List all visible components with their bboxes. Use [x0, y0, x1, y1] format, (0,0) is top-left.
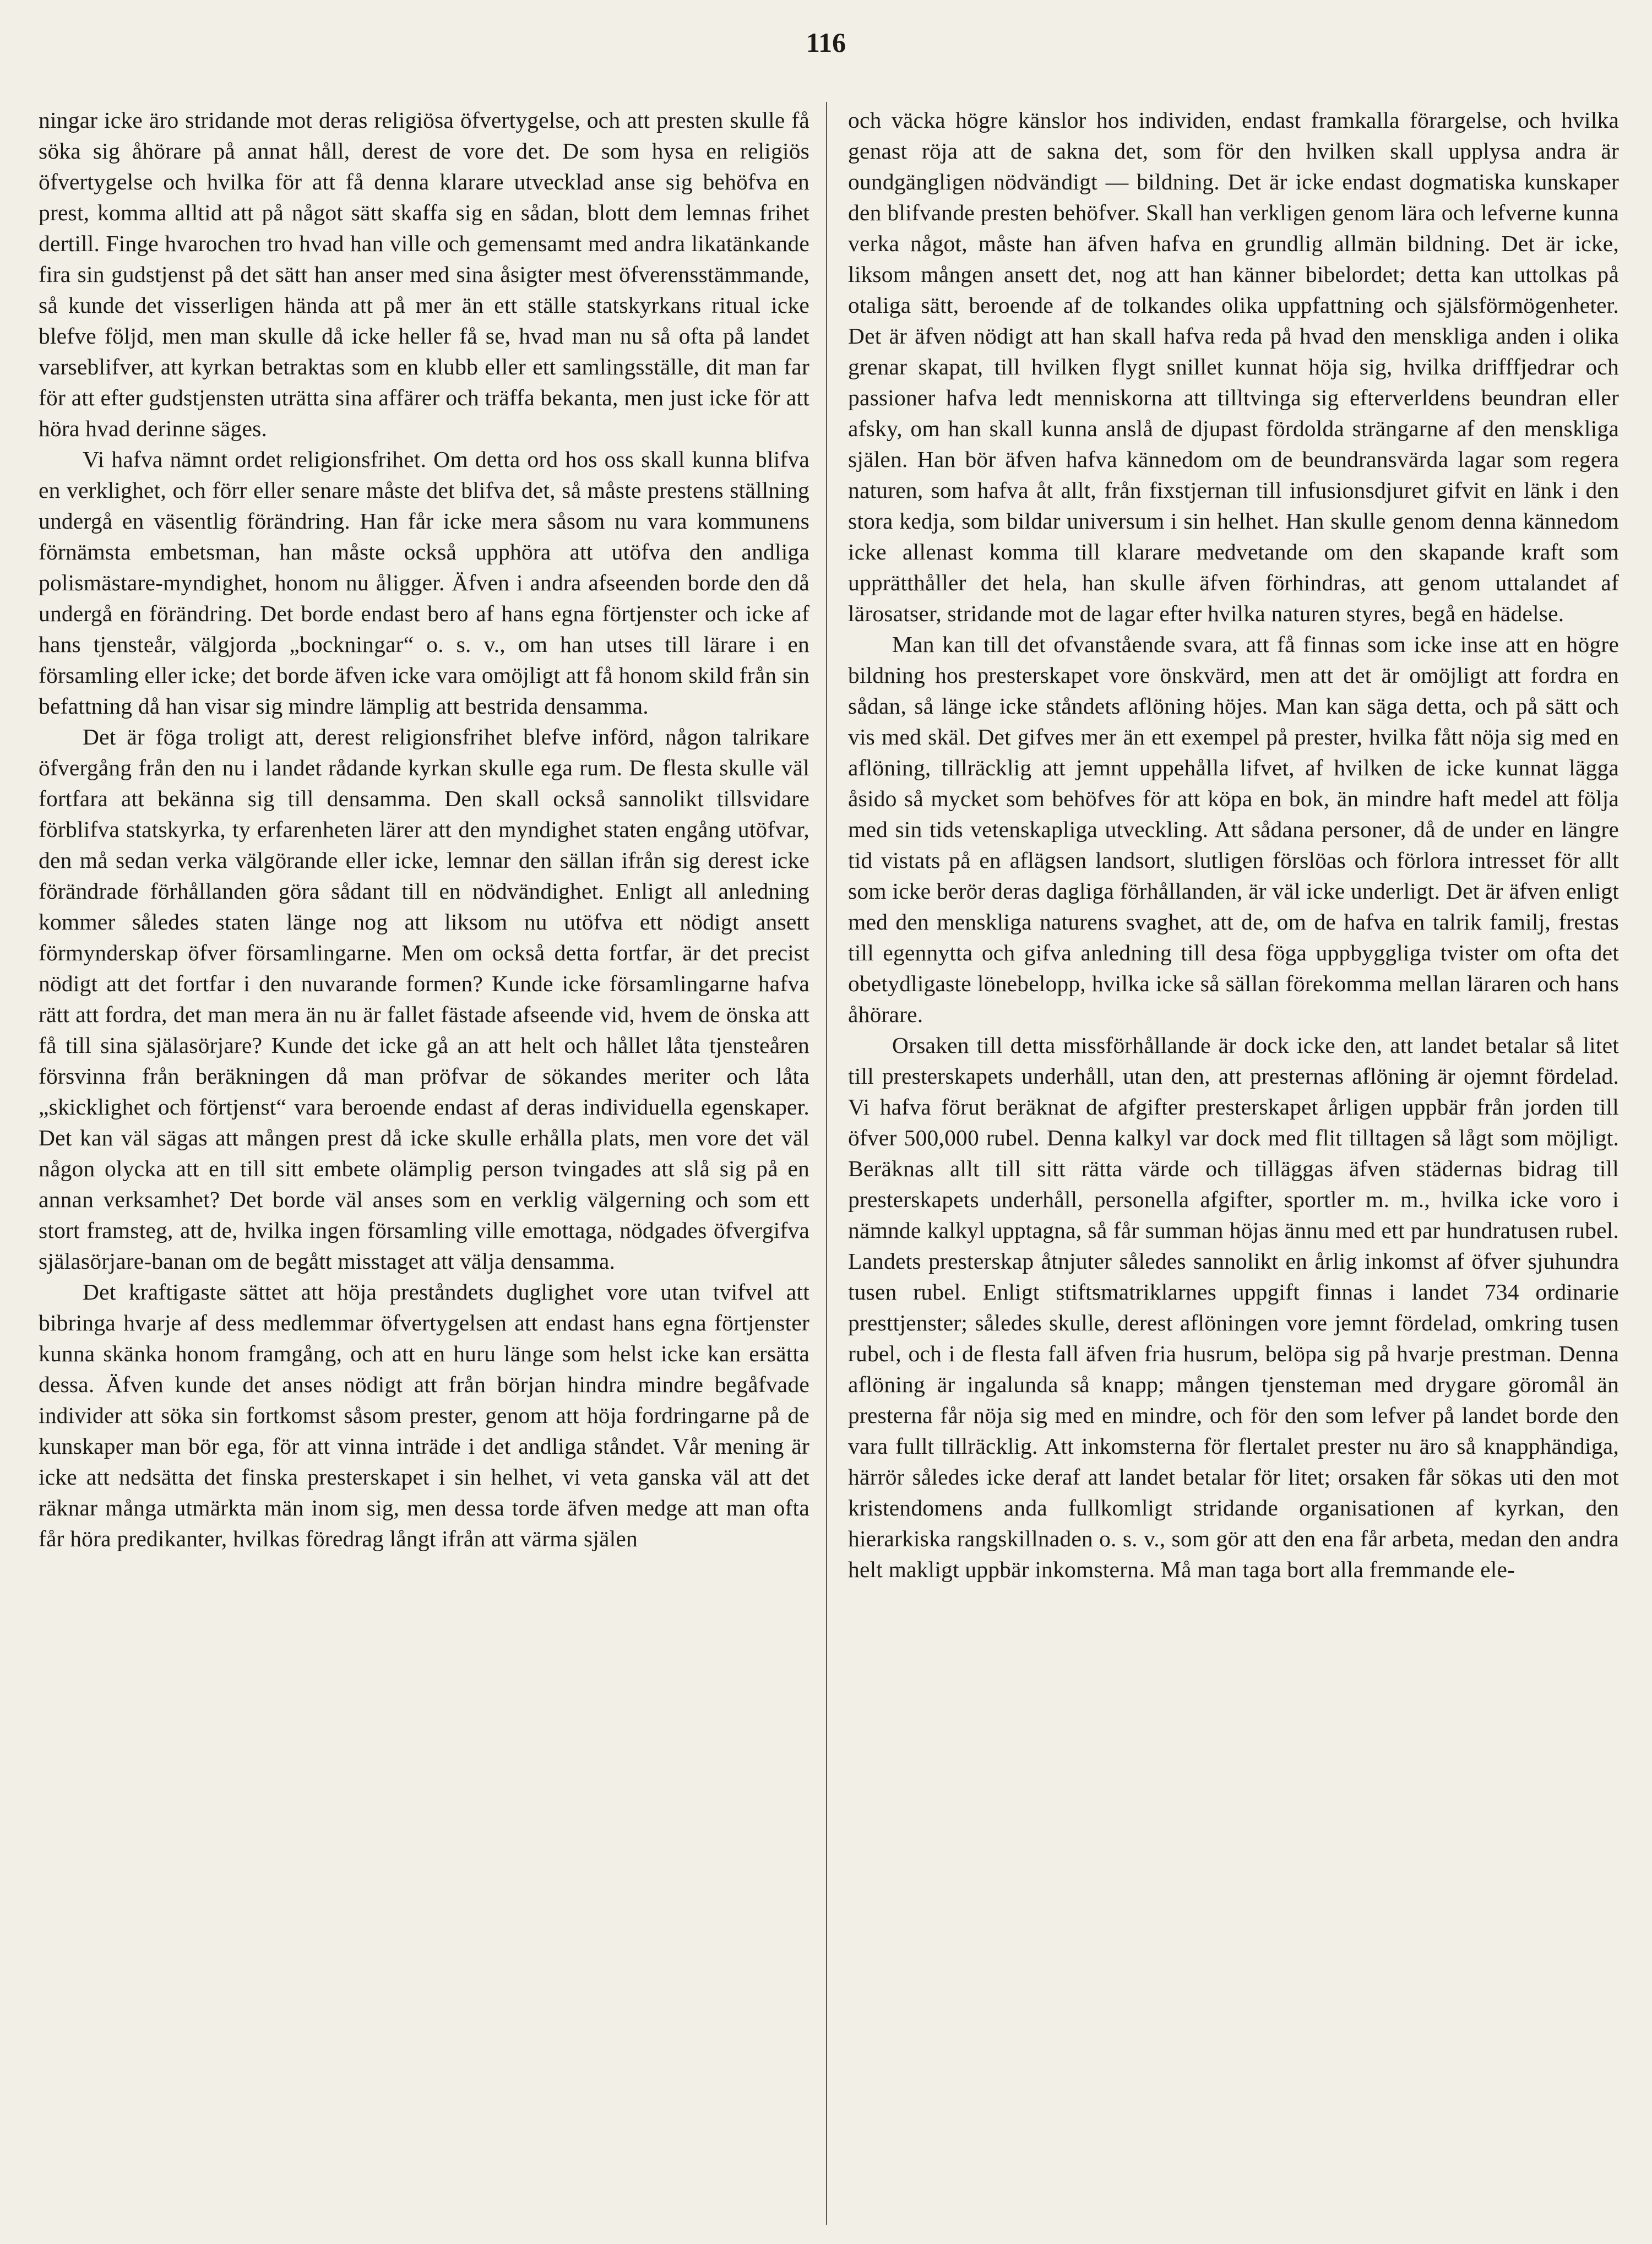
- paragraph: ningar icke äro stridande mot deras religiösa öfvertygelse, och att presten skulle få söka sig åhörare på annat håll, derest de vore det. De som hysa en religiös öfvertygelse och hvilka för att få denna klarare utvecklad anse sig behöfva en prest, komma alltid att på något sätt skaffa sig en sådan, blott dem lemnas frihet dertill. Finge hvarochen tro hvad han ville och gemensamt med andra likatänkande fira sin gudstjenst på det sätt han anser med sina åsigter mest öfverensstämmande, så kunde det visserligen hända att på mer än ett ställe statskyrkans ritual icke blefve följd, men man skulle då icke heller få se, hvad man nu så ofta på landet varseblifver, att kyrkan betraktas som en klubb eller ett samlingsställe, dit man far för att efter gudstjensten uträtta sina affärer och träffa bekanta, men just icke för att höra hvad derinne säges.: [39, 107, 809, 441]
- column-divider: [826, 102, 827, 2225]
- paragraph: och väcka högre känslor hos individen, endast framkalla förargelse, och hvilka genast röja att de sakna det, som för den hvilken skall upplysa andra är oundgängligen nödvändigt — bildning. Det är icke endast dogmatiska kunskaper den blifvande presten behöfver. Skall han verkligen genom lära och lefverne kunna verka något, måste han äfven hafva en grundlig allmän bildning. Det är icke, liksom mången ansett det, nog att han känner bibelordet; detta kan uttolkas på otaliga sätt, beroende af de tolkandes olika uppfattning och själsförmögenheter. Det är äfven nödigt att han skall hafva reda på hvad den menskliga anden i olika grenar skapat, till hvilken flygt snillet kunnat höja sig, hvilka drifffjedrar och passioner hafva ledt menniskorna att tilltvinga sig efterverldens beundran eller afsky, om han skall kunna anslå de djupast fördolda strängarne af den menskliga själen. Han bör äfven hafva kännedom om de beundransvärda lagar som regera naturen, som hafva åt allt, från fixstjernan till infusionsdjuret gifvit en länk i den stora kedja, som bildar universum i sin helhet. Han skulle genom denna kännedom icke allenast komma till klarare medvetande om den skapande kraft som upprätthåller det hela, han skulle äfven förhindras, att genom uttalandet af lärosatser, stridande mot de lagar efter hvilka naturen styres, begå en hädelse.: [848, 107, 1619, 626]
- paragraph: Orsaken till detta missförhållande är dock icke den, att landet betalar så litet till presterskapets underhåll, utan den, att presternas aflöning är ojemnt fördelad. Vi hafva förut beräknat de afgifter presterskapet årligen uppbär från jorden till öfver 500,000 rubel. Denna kalkyl var dock med flit tilltagen så lågt som möjligt. Beräknas allt till sitt rätta värde och tilläggas äfven städernas bidrag till presterskapets underhåll, personella afgifter, sportler m. m., hvilka icke voro i nämnde kalkyl upptagna, så får summan höjas ännu med ett par hundratusen rubel. Landets presterskap åtnjuter således sannolikt en årlig inkomst af öfver sjuhundra tusen rubel. Enligt stiftsmatriklarnes uppgift finnas i landet 734 ordinarie presttjenster; således skulle, derest aflöningen vore jemnt fördelad, omkring tusen rubel, och i de flesta fall äfven fria husrum, belöpa sig på hvarje prestman. Denna aflöning är ingalunda så knapp; mången tjensteman med drygare göromål än presterna får nöja sig med en mindre, och för den som lefver på landet borde den vara fullt tillräcklig. Att inkomsterna för flertalet prester nu äro så knapphändiga, härrör således icke deraf att landet betalar för litet; orsaken får sökas uti den mot kristendomens anda fullkomligt stridande organisationen af kyrkan, den hierarkiska rangskillnaden o. s. v., som gör att den ena får arbeta, medan den andra helt makligt uppbär inkomsterna. Må man taga bort alla fremmande ele-: [848, 1033, 1619, 1582]
- paragraph: Man kan till det ofvanstående svara, att få finnas som icke inse att en högre bildning hos presterskapet vore önskvärd, men att det är omöjligt att fordra en sådan, så länge icke ståndets aflöning höjes. Man kan säga detta, och på sätt och vis med skäl. Det gifves mer än ett exempel på prester, hvilka fått nöja sig med en aflöning, tillräcklig att jemnt uppehålla lifvet, af hvilken de icke kunnat lägga åsido så mycket som behöfves för att köpa en bok, än mindre haft medel att följa med sin tids vetenskapliga utveckling. Att sådana personer, då de under en längre tid vistats på en aflägsen landsort, slutligen förslöas och förlora intresset för allt som icke berör deras dagliga förhållanden, är väl icke underligt. Det är äfven enligt med den menskliga naturens svaghet, att de, om de hafva en talrik familj, frestas till egennytta och gifva anledning till desa föga uppbyggliga tvister om ofta det obetydligaste lönebelopp, hvilka icke så sällan förekomma mellan läraren och hans åhörare.: [848, 632, 1619, 1027]
- paragraph: Vi hafva nämnt ordet religionsfrihet. Om detta ord hos oss skall kunna blifva en verklighet, och förr eller senare måste det blifva det, så måste prestens ställning undergå en väsentlig förändring. Han får icke mera såsom nu vara kommunens förnämsta embetsman, han måste också upphöra att utöfva den andliga polismästare-myndighet, honom nu åligger. Äfven i andra afseenden borde den då undergå en förändring. Det borde endast bero af hans egna förtjenster och icke af hans tjensteår, välgjorda „bockningar“ o. s. v., om han utses till lärare i en församling eller icke; det borde äfven icke vara omöjligt att få honom skild från sin befattning då han visar sig mindre lämplig att bestrida densamma.: [39, 447, 809, 719]
- paragraph: Det kraftigaste sättet att höja preståndets duglighet vore utan tvifvel att bibringa hvarje af dess medlemmar öfvertygelsen att endast hans egna förtjenster kunna skänka honom framgång, och att en huru länge som helst icke kan ersätta dessa. Äfven kunde det anses nödigt att från början hindra mindre begåfvade individer att söka sin fortkomst såsom prester, genom att höja fordringarne på de kunskaper man bör ega, för att vinna inträde i det andliga ståndet. Vår mening är icke att nedsätta det finska presterskapet i sin helhet, vi veta ganska väl att det räknar många utmärkta män inom sig, men dessa torde äfven medge att man ofta får höra predikanter, hvilkas föredrag långt ifrån att värma själen: [39, 1279, 809, 1551]
- left-column: [39, 105, 809, 2225]
- paragraph: Det är föga troligt att, derest religionsfrihet blefve införd, någon talrikare öfvergång från den nu i landet rådande kyrkan skulle ega rum. De flesta skulle väl fortfara att bekänna sig till densamma. Den skall också sannolikt tillsvidare förblifva statskyrka, ty erfarenheten lärer att den myndighet staten engång utöfvar, den må sedan verka välgörande eller icke, lemnar den sällan ifrån sig derest icke förändrade förhållanden göra sådant till en nödvändighet. Enligt all anledning kommer således staten länge nog att liksom nu utöfva ett nödigt ansett förmynderskap öfver församlingarne. Men om också detta fortfar, är det precist nödigt att det fortfar i den nuvarande formen? Kunde icke församlingarne hafva rätt att fordra, det man mera än nu är fallet fästade afseende vid, hvem de önska att få till sina själasörjare? Kunde det icke gå an att helt och hållet låta tjensteåren försvinna från beräkningen då man pröfvar de sökandes meriter och låta „skicklighet och förtjenst“ vara beroende endast af deras individuella egenskaper. Det kan väl sägas att mången prest då icke skulle erhålla plats, men vore det väl någon olycka att en till sitt embete olämplig person tvingades att slå sig på en annan verksamhet? Det borde väl anses som en verklig välgerning och som ett stort framsteg, att de, hvilka ingen församling ville emottaga, nödgades öfvergifva själasörjare-banan om de begått misstaget att välja densamma.: [39, 724, 809, 1274]
- right-column: [848, 105, 1619, 2225]
- page-number: 116: [806, 27, 846, 58]
